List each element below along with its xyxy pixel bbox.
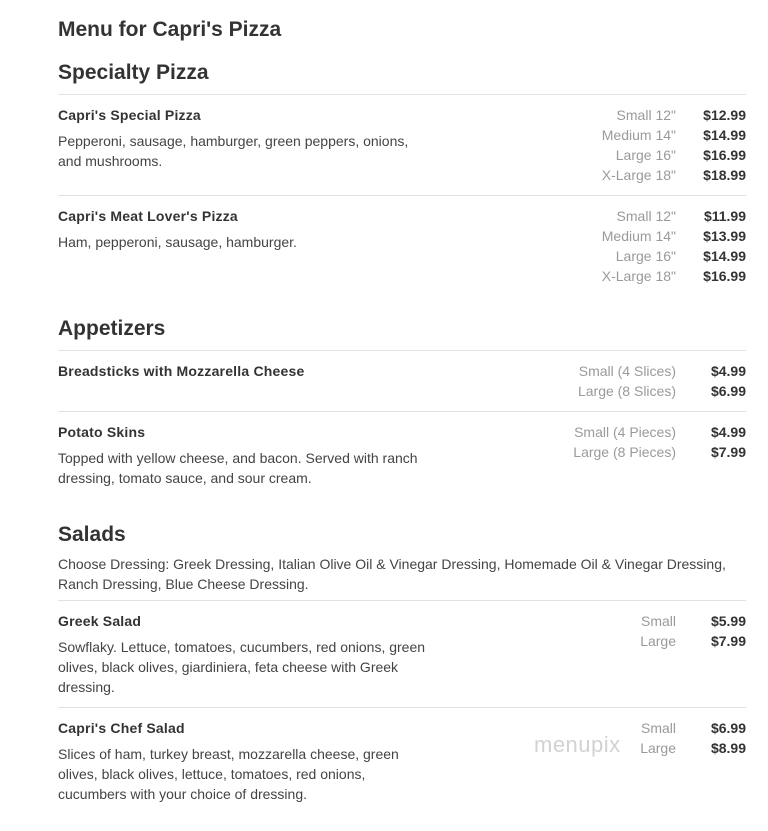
menu-item: [58, 95, 746, 196]
menu-item: [58, 601, 746, 708]
section-specialty-pizza: [58, 58, 746, 296]
section-title: Specialty Pizza: [58, 58, 746, 95]
price-value: $11.99: [703, 208, 746, 224]
size-label: Small (4 Slices): [578, 363, 676, 379]
price-row: [579, 361, 746, 381]
size-label: Medium 14": [601, 228, 676, 244]
size-label: Large 16": [615, 248, 676, 264]
menu-item: [58, 412, 746, 498]
price-row: [641, 611, 746, 631]
price-value: $4.99: [710, 363, 746, 379]
item-description: Topped with yellow cheese, and bacon. Served with ranch dressing, tomato sauce, and sour cream.: [58, 450, 418, 486]
size-label: Small 12": [616, 107, 676, 123]
price-value: $7.99: [710, 633, 746, 649]
price-value: $14.99: [703, 248, 746, 264]
price-row: [573, 442, 746, 462]
menupix-watermark: menupix: [534, 732, 621, 757]
item-name: Capri's Special Pizza: [58, 107, 201, 123]
price-row: [641, 718, 746, 738]
item-name: Capri's Chef Salad: [58, 720, 185, 736]
price-value: $5.99: [710, 613, 746, 629]
menu-page: [58, 14, 746, 814]
dressing-note: Choose Dressing: Greek Dressing, Italian Olive Oil & Vinegar Dressing, Homemade Oil & Vinegar Dressing, Ranch Dressing, Blue Cheese Dressing.: [58, 552, 746, 601]
price-value: $6.99: [710, 720, 746, 736]
price-list: [602, 206, 746, 286]
size-label: X-Large 18": [601, 268, 676, 284]
size-label: Large 16": [615, 147, 676, 163]
size-label: Small (4 Pieces): [574, 424, 676, 440]
menu-item: [58, 196, 746, 296]
price-value: $13.99: [703, 228, 746, 244]
size-label: Small 12": [616, 208, 676, 224]
size-label: Small: [640, 613, 676, 629]
price-list: [578, 361, 746, 401]
price-row: [578, 381, 746, 401]
size-label: Medium 14": [601, 127, 676, 143]
item-description: Pepperoni, sausage, hamburger, green peppers, onions, and mushrooms.: [58, 133, 409, 169]
price-row: [574, 422, 746, 442]
price-value: $7.99: [710, 444, 746, 460]
price-value: $6.99: [710, 383, 746, 399]
price-value: $4.99: [710, 424, 746, 440]
size-label: Large: [640, 740, 676, 756]
item-description: Ham, pepperoni, sausage, hamburger.: [58, 234, 297, 250]
price-row: [616, 145, 746, 165]
price-row: [602, 266, 746, 286]
menu-item: [58, 351, 746, 412]
item-description: Sowflaky. Lettuce, tomatoes, cucumbers, red onions, green olives, black olives, giardiniera, feta cheese with Greek dressing.: [58, 639, 426, 695]
item-name: Potato Skins: [58, 424, 146, 440]
price-value: $18.99: [703, 167, 746, 183]
price-row: [602, 125, 746, 145]
size-label: Large (8 Pieces): [573, 444, 676, 460]
price-row: [640, 738, 746, 758]
price-list: [640, 718, 746, 804]
price-row: [617, 206, 746, 226]
section-salads: [58, 520, 746, 814]
price-list: [640, 611, 746, 697]
price-row: [602, 165, 746, 185]
price-value: $16.99: [703, 268, 746, 284]
price-row: [617, 105, 746, 125]
item-name: Breadsticks with Mozzarella Cheese: [58, 363, 305, 379]
item-name: Greek Salad: [58, 613, 142, 629]
size-label: Small: [640, 720, 676, 736]
size-label: Large: [640, 633, 676, 649]
section-appetizers: [58, 314, 746, 498]
menu-item: [58, 708, 746, 814]
size-label: Large (8 Slices): [577, 383, 676, 399]
price-value: $14.99: [703, 127, 746, 143]
section-title: Appetizers: [58, 314, 746, 351]
price-value: $12.99: [703, 107, 746, 123]
price-row: [616, 246, 746, 266]
price-value: $16.99: [703, 147, 746, 163]
section-title: Salads: [58, 523, 126, 546]
page-title: Menu for Capri's Pizza: [58, 18, 282, 41]
price-value: $8.99: [710, 740, 746, 756]
item-name: Capri's Meat Lover's Pizza: [58, 208, 238, 224]
price-row: [602, 226, 746, 246]
price-list: [602, 105, 746, 185]
size-label: X-Large 18": [601, 167, 676, 183]
price-list: [573, 422, 746, 488]
item-description: Slices of ham, turkey breast, mozzarella cheese, green olives, black olives, lettuce, tomatoes, red onions, cucumbers with your choice of dressing.: [58, 746, 399, 802]
price-row: [640, 631, 746, 651]
